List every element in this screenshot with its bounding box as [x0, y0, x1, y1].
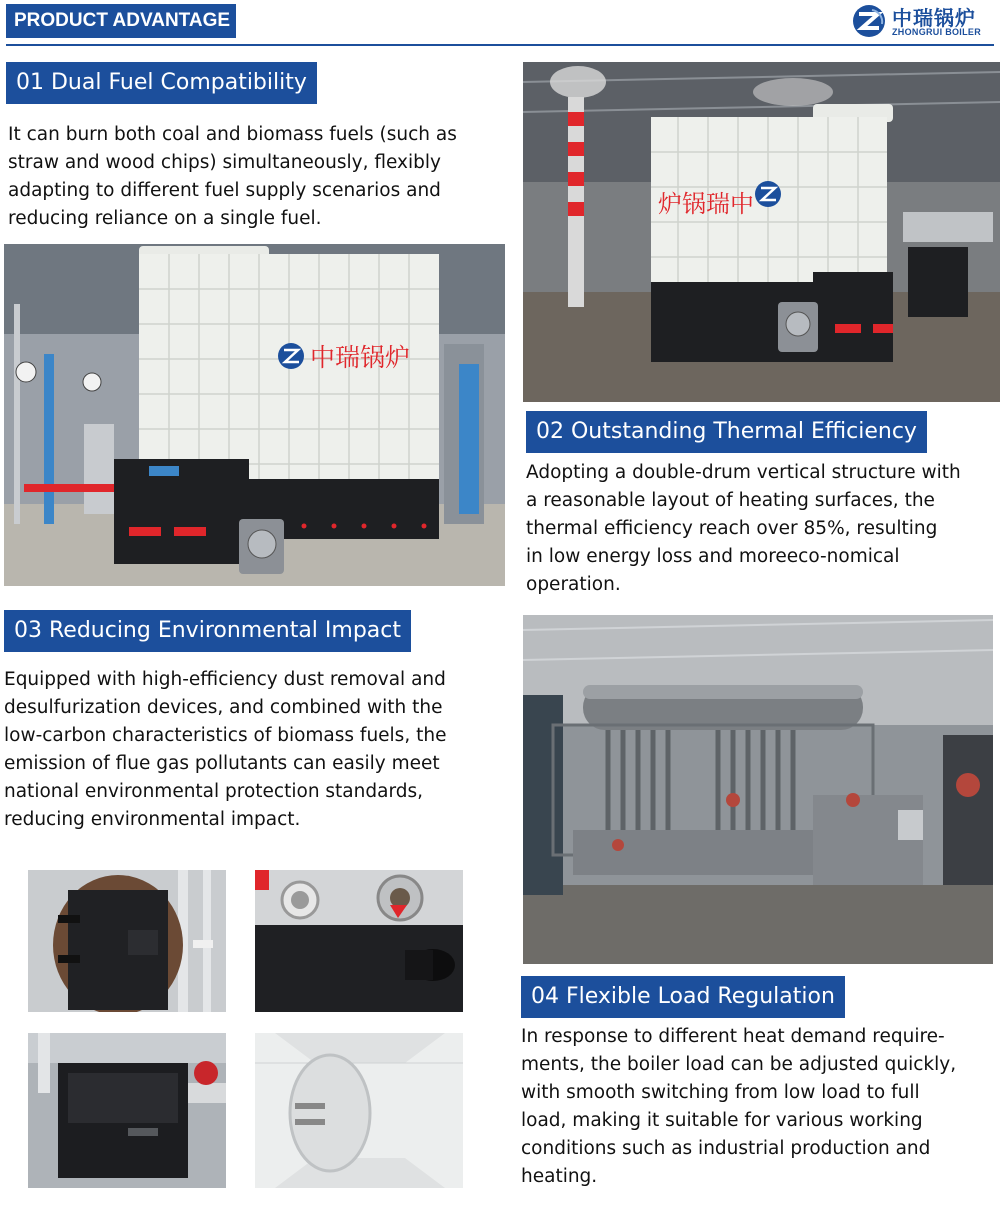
zhongrui-logo-icon [852, 4, 886, 38]
detail-photo-inspection-port [255, 870, 463, 1012]
logo-english-name: ZHONGRUI BOILER [892, 27, 981, 37]
svg-text:炉锅瑞中: 炉锅瑞中 [658, 190, 754, 218]
section-text-load-regulation: In response to different heat demand require- ments, the boiler load can be adjusted quickly, with smooth switching from low load to full load, making it suitable for various working conditions such as industrial production and heating. [521, 1026, 957, 1187]
logo-chinese-name: 中瑞锅炉 [892, 6, 976, 30]
section-title-load-regulation: 04 Flexible Load Regulation [521, 976, 845, 1018]
header-divider [6, 44, 994, 46]
boiler-drum-frame-photo [523, 615, 993, 964]
detail-photo-feed-box [28, 1033, 226, 1188]
boiler-photo-side [523, 62, 1000, 402]
section-text-dual-fuel: It can burn both coal and biomass fuels (such as straw and wood chips) simultaneously, flexibly adapting to different fuel supply scenarios and reducing reliance on a single fuel. [8, 124, 457, 229]
section-title-dual-fuel: 01 Dual Fuel Compatibility [6, 62, 317, 104]
detail-photo-furnace-door [28, 870, 226, 1012]
section-text-thermal-efficiency: Adopting a double-drum vertical structure with a reasonable layout of heating surfaces, the thermal efficiency reach over 85%, resulting in low energy loss and moreeco-nomical operation. [526, 462, 961, 595]
section-title-thermal-efficiency: 02 Outstanding Thermal Efficiency [526, 411, 927, 453]
product-advantage-banner: PRODUCT ADVANTAGE [6, 4, 236, 38]
detail-photo-manhole [255, 1033, 463, 1188]
company-logo [852, 2, 992, 40]
section-title-environmental-impact: 03 Reducing Environmental Impact [4, 610, 411, 652]
boiler-photo-front [4, 244, 505, 586]
svg-text:中瑞锅炉: 中瑞锅炉 [310, 343, 411, 372]
section-text-environmental-impact: Equipped with high-efficiency dust removal and desulfurization devices, and combined with the low-carbon characteristics of biomass fuels, the emission of flue gas pollutants can easily meet national environmental protection standards, reducing environmental impact. [4, 669, 447, 830]
